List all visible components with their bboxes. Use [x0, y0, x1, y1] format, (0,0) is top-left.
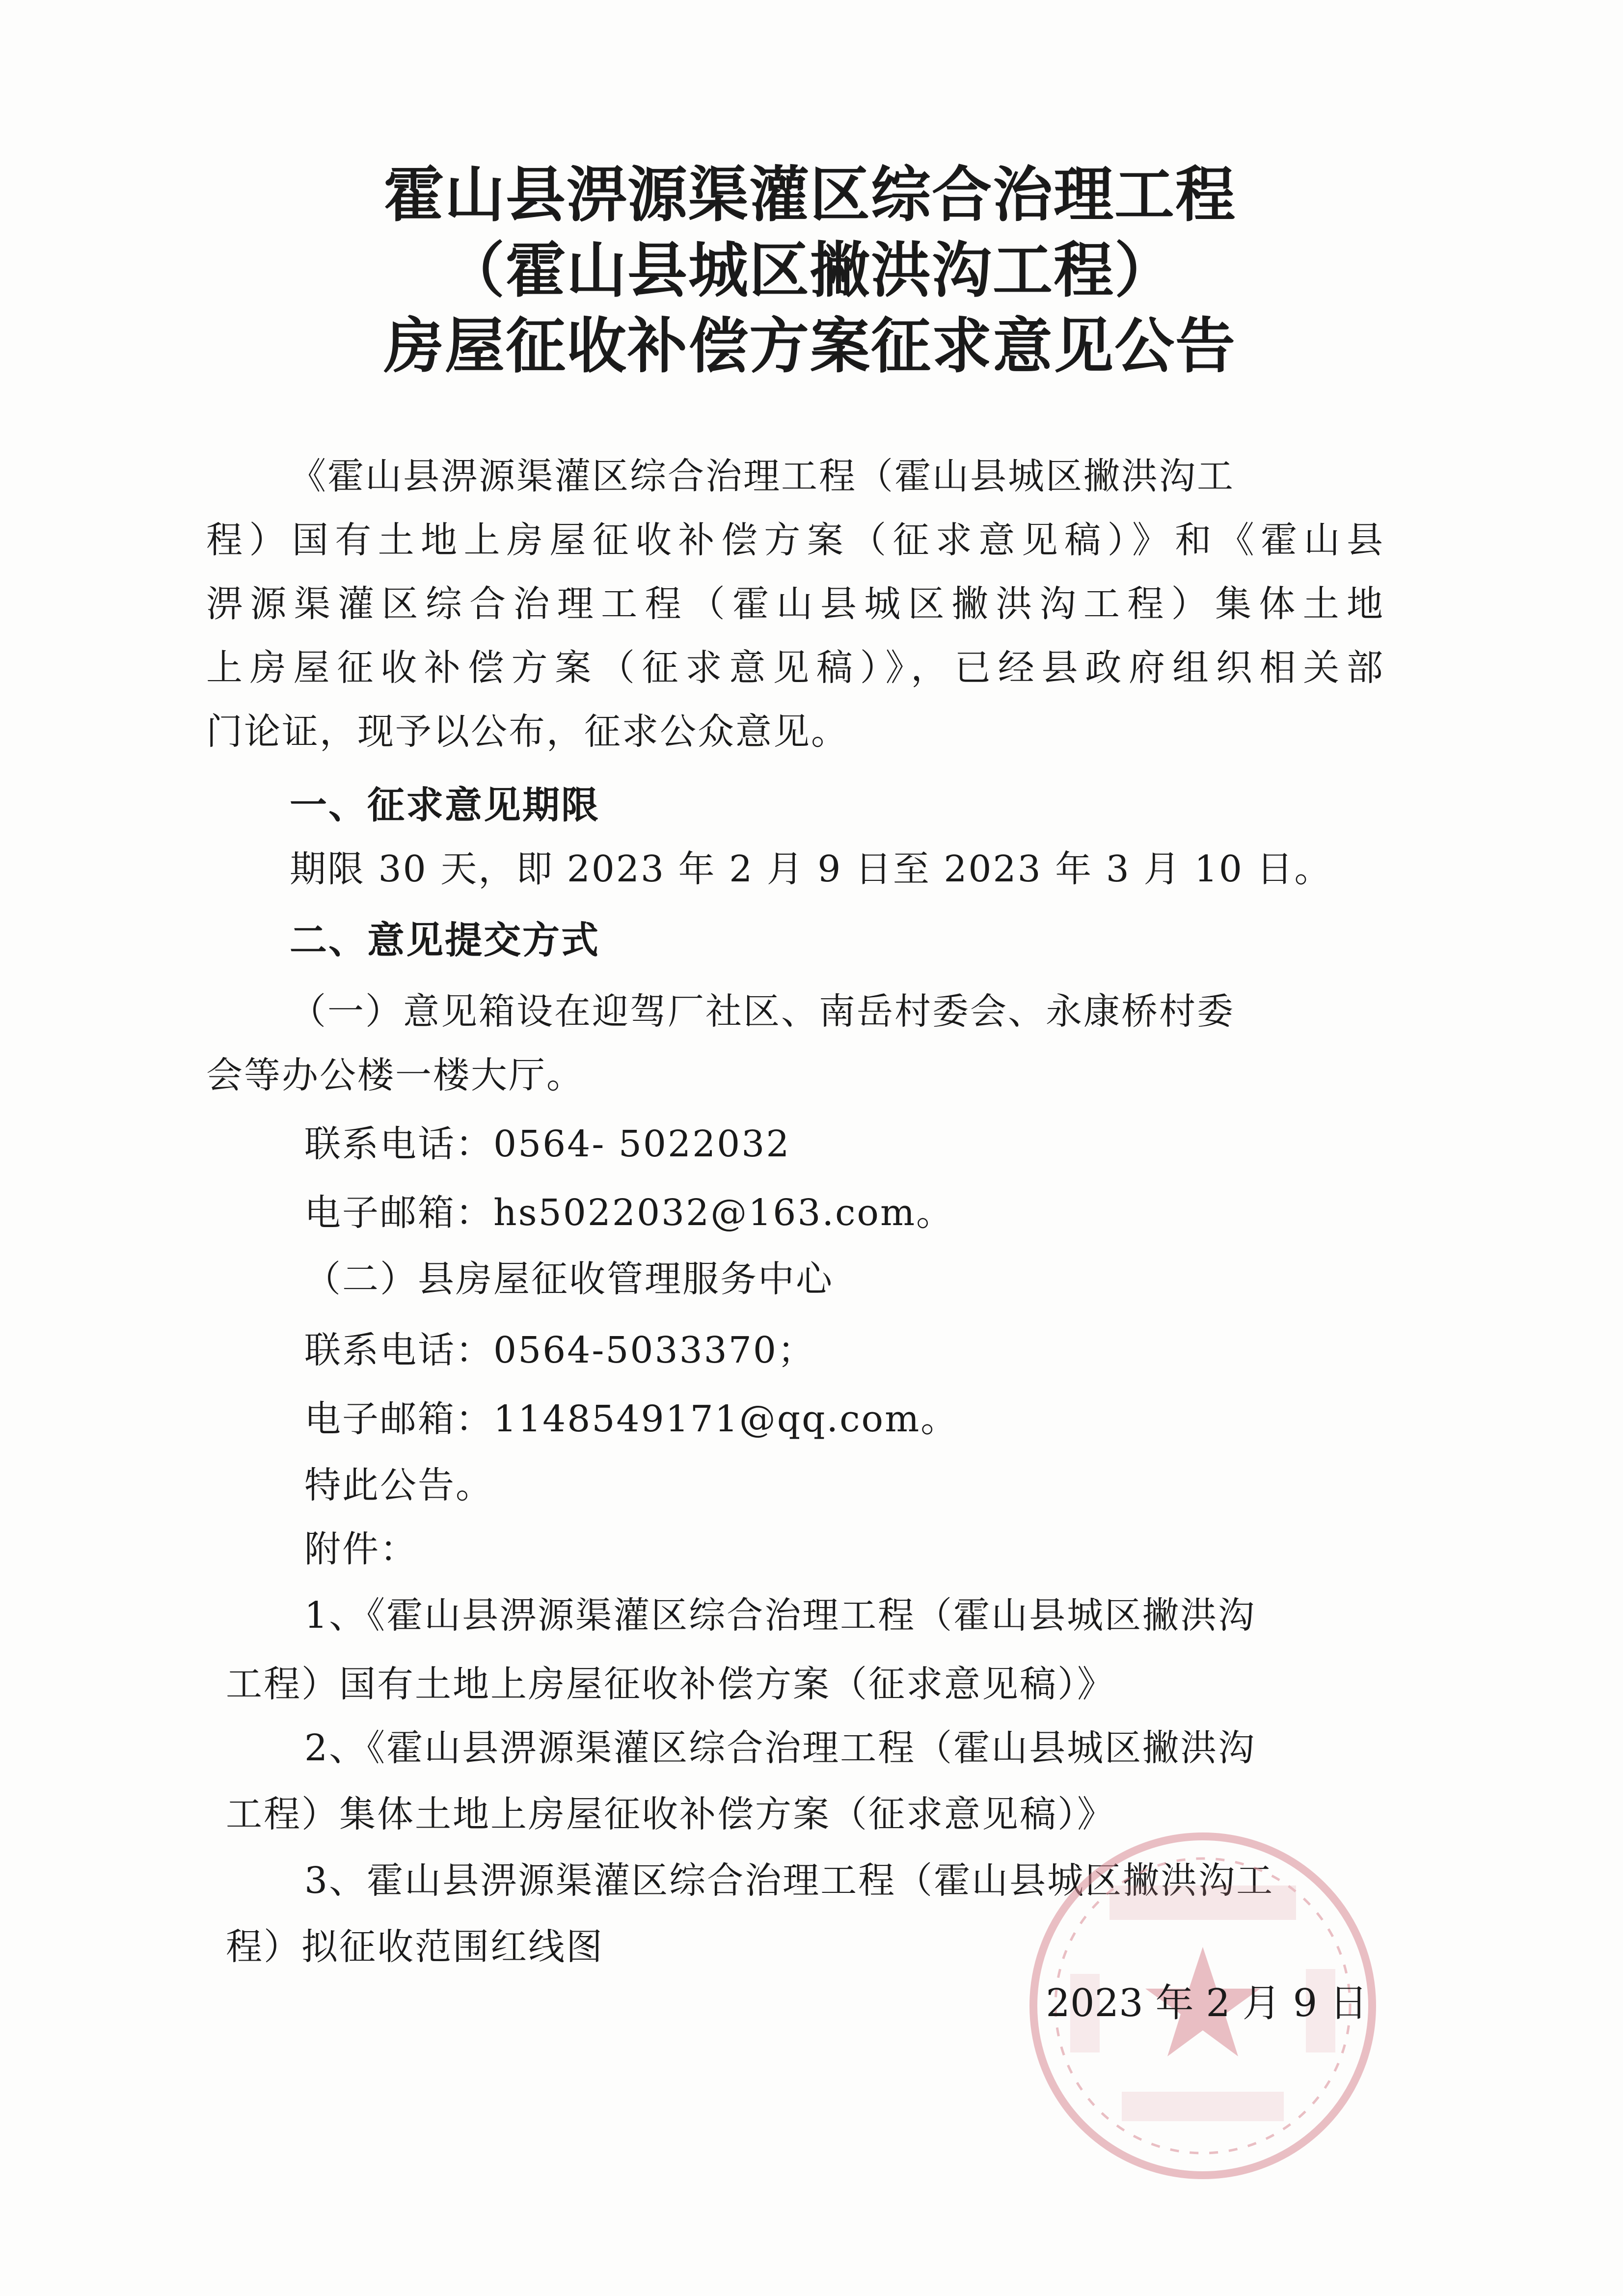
intro-line-3: 淠源渠灌区综合治理工程（霍山县城区撇洪沟工程）集体土地 — [206, 583, 1384, 625]
attachment-2-line-2: 工程）集体土地上房屋征收补偿方案（征求意见稿）》 — [226, 1793, 1115, 1835]
attachment-3-line-2: 程）拟征收范围红线图 — [226, 1926, 604, 1968]
contact-phone-2: 联系电话：0564-5033370； — [304, 1329, 815, 1371]
intro-line-4: 上房屋征收补偿方案（征求意见稿）》，已经县政府组织相关部 — [206, 647, 1384, 689]
intro-line-1: 《霍山县淠源渠灌区综合治理工程（霍山县城区撇洪沟工 — [290, 455, 1235, 497]
document-title-line-1: 霍山县淠源渠灌区综合治理工程 — [384, 160, 1236, 230]
section-2-item-2: （二）县房屋征收管理服务中心 — [304, 1258, 834, 1300]
attachment-2-line-1: 2、《霍山县淠源渠灌区综合治理工程（霍山县城区撇洪沟 — [304, 1727, 1256, 1769]
contact-email-2: 电子邮箱：1148549171@qq.com。 — [304, 1398, 959, 1440]
intro-line-5: 门论证，现予以公布，征求公众意见。 — [206, 711, 849, 753]
closing-text: 特此公告。 — [304, 1464, 493, 1506]
section-2-item-1-line-2: 会等办公楼一楼大厅。 — [206, 1054, 584, 1096]
document-title-line-2: （霍山县城区撇洪沟工程） — [445, 236, 1175, 305]
section-1-text: 期限 30 天，即 2023 年 2 月 9 日至 2023 年 3 月 10 日。 — [290, 848, 1332, 890]
contact-phone-1: 联系电话：0564- 5022032 — [304, 1123, 791, 1165]
section-2-item-1-line-1: （一）意见箱设在迎驾厂社区、南岳村委会、永康桥村委 — [290, 990, 1235, 1033]
attachment-3-line-1: 3、霍山县淠源渠灌区综合治理工程（霍山县城区撇洪沟工 — [304, 1859, 1274, 1902]
section-1-heading: 一、征求意见期限 — [290, 783, 600, 827]
intro-line-2: 程）国有土地上房屋征收补偿方案（征求意见稿）》和《霍山县 — [206, 519, 1384, 561]
document-title-line-3: 房屋征收补偿方案征求意见公告 — [384, 311, 1236, 381]
section-2-heading: 二、意见提交方式 — [290, 918, 600, 962]
attachments-label: 附件： — [304, 1528, 418, 1570]
document-date: 2023 年 2 月 9 日 — [1046, 1981, 1368, 2025]
attachment-1-line-1: 1、《霍山县淠源渠灌区综合治理工程（霍山县城区撇洪沟 — [304, 1594, 1256, 1637]
contact-email-1: 电子邮箱：hs5022032@163.com。 — [304, 1192, 954, 1234]
attachment-1-line-2: 工程）国有土地上房屋征收补偿方案（征求意见稿）》 — [226, 1663, 1115, 1705]
